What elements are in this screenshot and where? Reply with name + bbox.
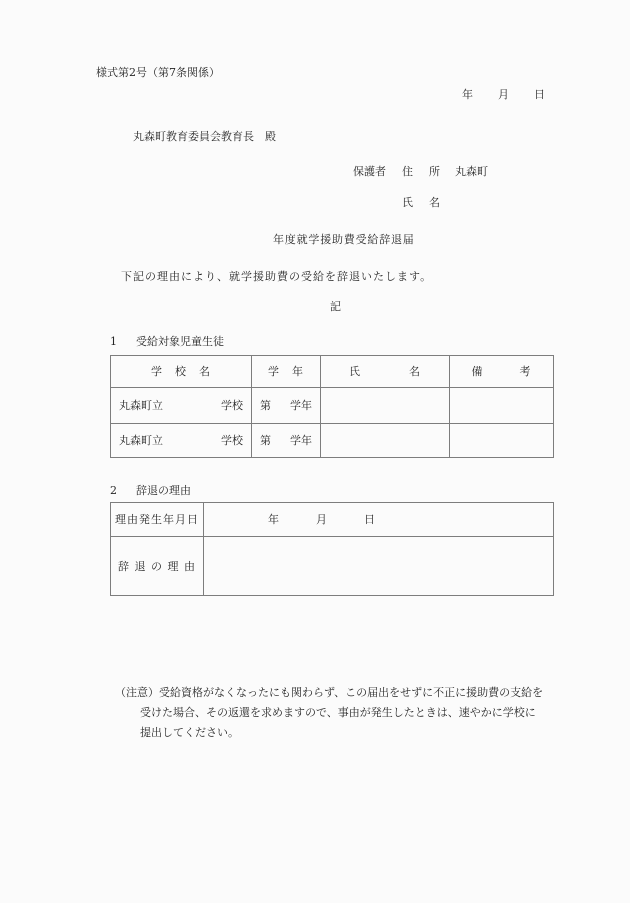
section-2-number: 2 <box>110 484 117 497</box>
recipient-row-2 <box>111 424 554 458</box>
recipient-row-1 <box>111 388 554 424</box>
school-suffix: 学校 <box>221 434 243 447</box>
school-prefix: 丸森町立 <box>119 399 163 412</box>
form-number: 様式第2号（第7条関係） <box>96 66 220 79</box>
section-1-number: 1 <box>110 335 117 348</box>
reason-table <box>110 502 554 596</box>
header-student-name: 氏 名 <box>321 356 450 388</box>
reason-date-row <box>111 503 554 537</box>
grade-suffix: 学年 <box>290 399 312 412</box>
grade-cell <box>252 424 321 458</box>
header-grade: 学 年 <box>252 356 321 388</box>
section-1-title: 受給対象児童生徒 <box>136 335 224 348</box>
guardian-address-value: 丸森町 <box>455 165 488 178</box>
section-2-title: 辞退の理由 <box>136 484 191 497</box>
declaration-text: 下記の理由により、就学援助費の受給を辞退いたします。 <box>121 270 433 283</box>
grade-cell <box>252 388 321 424</box>
date-line: 年 月 日 <box>462 88 546 101</box>
caution-note-line-2: 受けた場合、その返還を求めますので、事由が発生したときは、速やかに学校に <box>140 706 536 719</box>
reason-detail-value <box>204 537 554 596</box>
student-name-cell <box>321 388 450 424</box>
addressee-line: 丸森町教育委員会教育長 殿 <box>133 130 276 143</box>
school-prefix: 丸森町立 <box>119 434 163 447</box>
guardian-label: 保護者 <box>353 165 386 178</box>
caution-note-line-3: 提出してください。 <box>140 726 239 739</box>
guardian-address-label: 住 所 <box>402 165 443 178</box>
reason-detail-label: 辞 退 の 理 由 <box>111 537 204 596</box>
guardian-name-label: 氏 名 <box>402 196 443 209</box>
form-title: 年度就学援助費受給辞退届 <box>273 233 415 246</box>
reason-detail-row <box>111 537 554 596</box>
grade-prefix: 第 <box>260 399 271 412</box>
recipients-header-row <box>111 356 554 388</box>
caution-note-line-1: （注意）受給資格がなくなったにも関わらず、この届出をせずに不正に援助費の支給を <box>115 686 544 699</box>
grade-prefix: 第 <box>260 434 271 447</box>
grade-suffix: 学年 <box>290 434 312 447</box>
remarks-cell <box>450 388 554 424</box>
student-name-cell <box>321 424 450 458</box>
ki-separator: 記 <box>330 300 341 313</box>
reason-date-value: 年 月 日 <box>204 503 554 537</box>
header-school-name: 学 校 名 <box>111 356 252 388</box>
header-remarks: 備 考 <box>450 356 554 388</box>
reason-date-label: 理由発生年月日 <box>111 503 204 537</box>
remarks-cell <box>450 424 554 458</box>
school-name-cell <box>111 388 252 424</box>
school-suffix: 学校 <box>221 399 243 412</box>
recipients-table <box>110 355 554 458</box>
school-name-cell <box>111 424 252 458</box>
